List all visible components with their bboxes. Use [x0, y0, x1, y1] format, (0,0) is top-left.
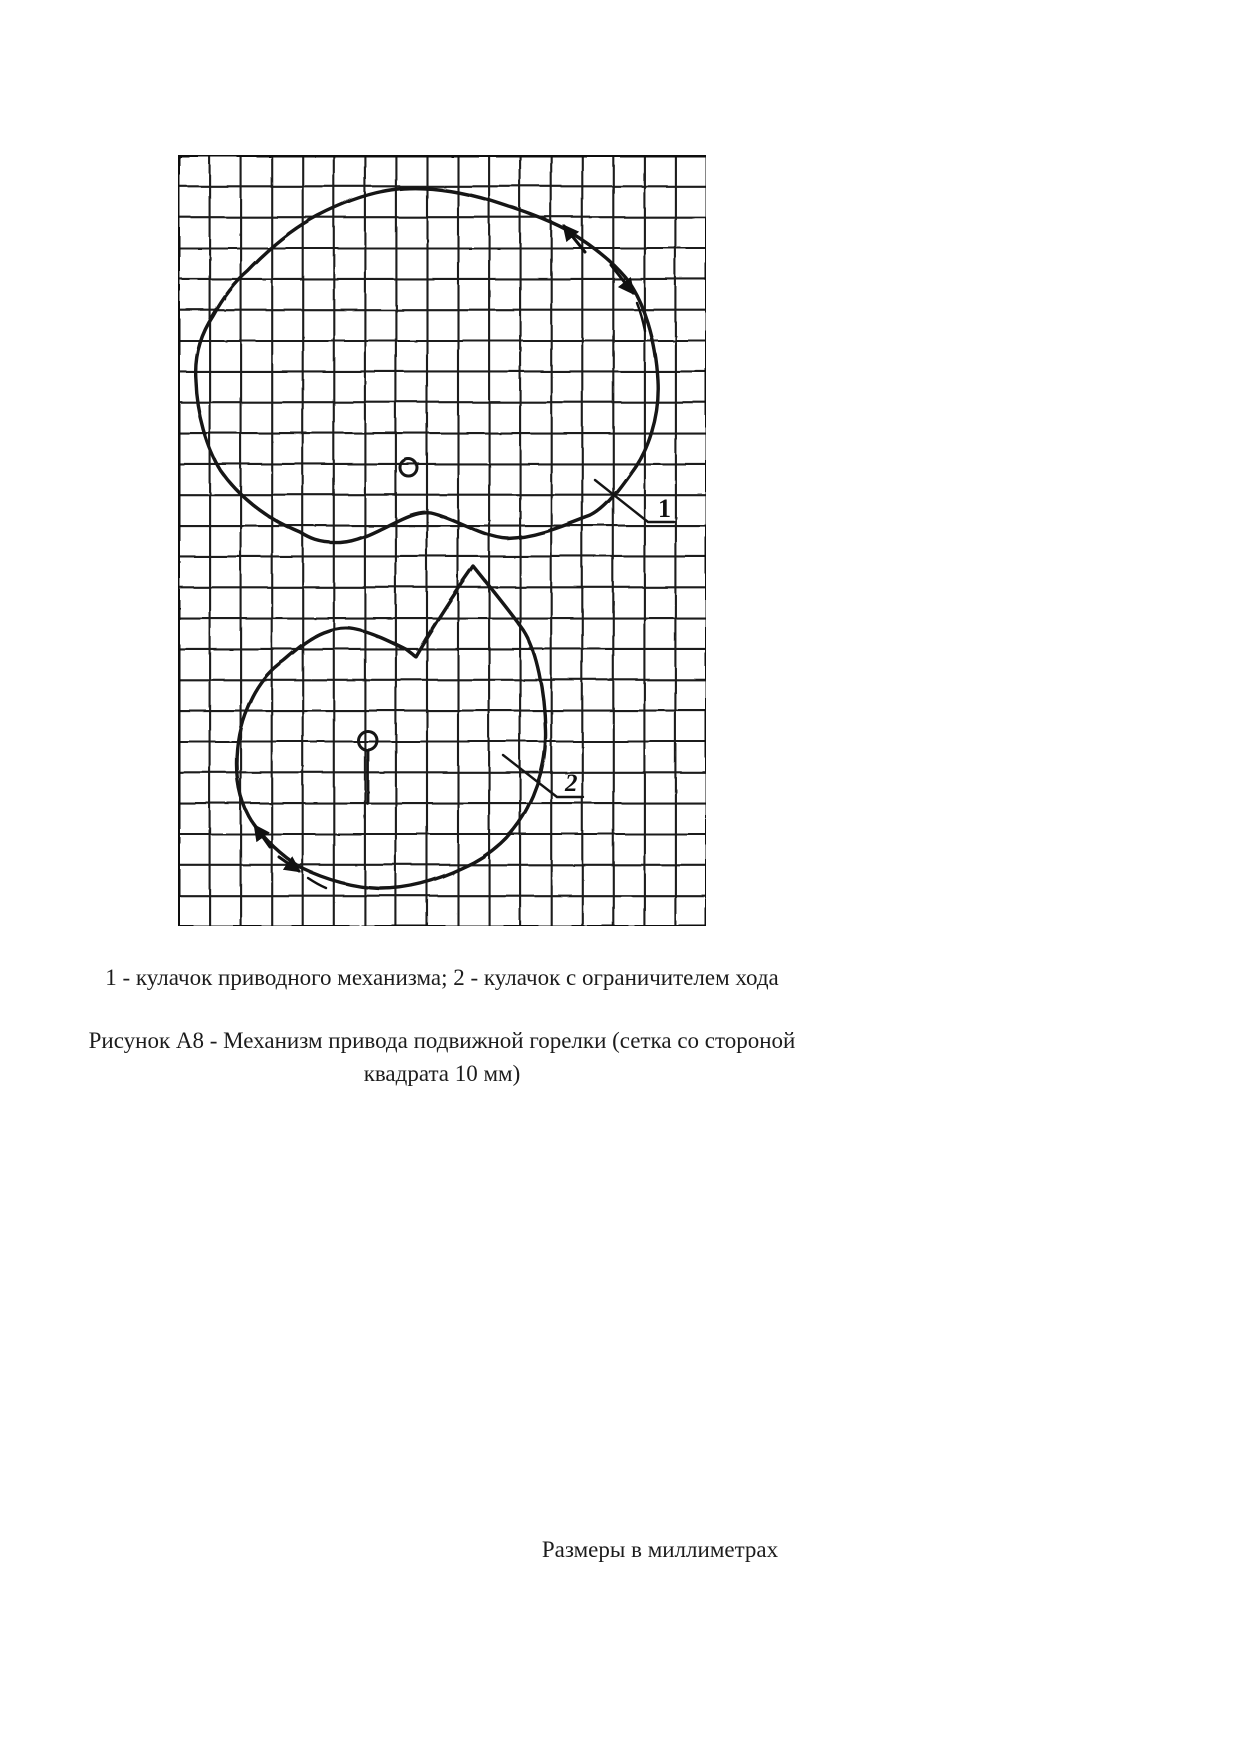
cam-1-label: 1 — [658, 494, 671, 523]
figure-title — [62, 1024, 822, 1090]
grid-lines — [178, 155, 706, 926]
cam-1-pivot-hole — [400, 459, 417, 476]
dimension-note: Размеры в миллиметрах — [541, 1537, 779, 1562]
cam-2-label: 2 — [565, 770, 578, 797]
cam-2-outline — [236, 566, 545, 888]
figure-title-line-2: квадрата 10 мм) — [363, 1061, 521, 1086]
figure-legend: 1 - кулачок приводного механизма; 2 - кулачок с ограничителем хода — [105, 965, 779, 990]
mechanism-figure — [178, 155, 706, 926]
grid-border — [178, 155, 706, 926]
figure-title-line-1: Рисунок А8 - Механизм привода подвижной горелки (сетка со стороной — [88, 1028, 796, 1053]
cam-2-rotation-arrows-icon — [255, 826, 326, 888]
